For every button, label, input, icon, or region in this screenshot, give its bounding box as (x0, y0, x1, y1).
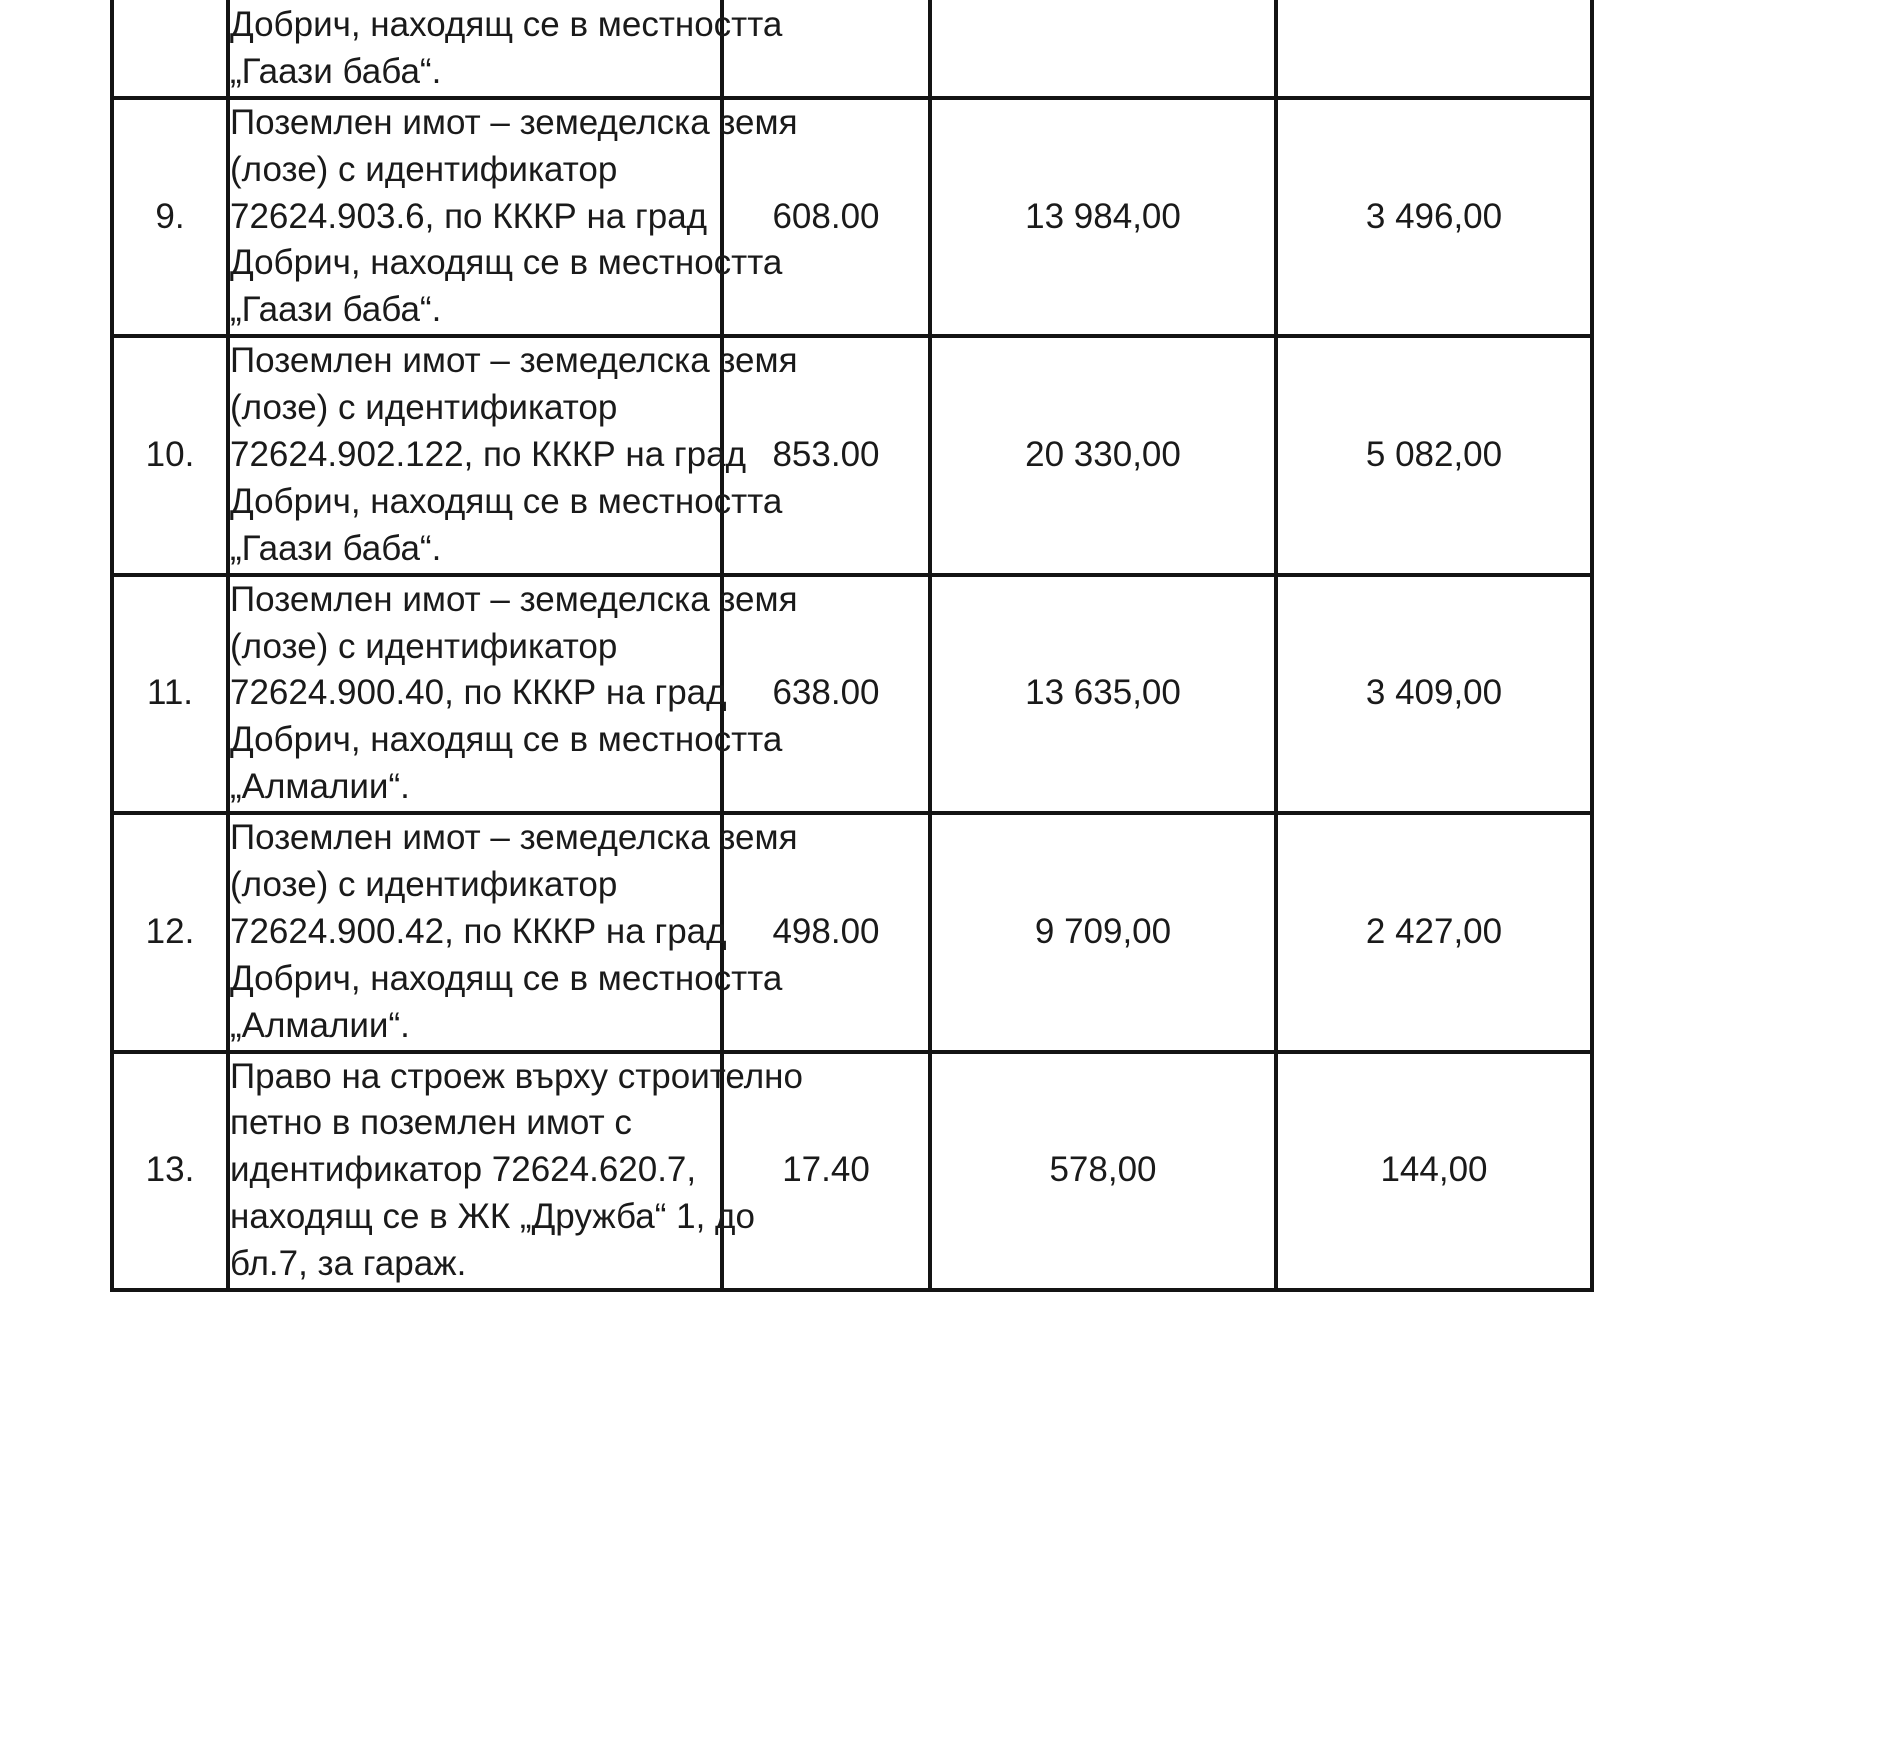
row-area: 638.00 (722, 575, 930, 813)
row-number (112, 0, 228, 98)
table-row (112, 98, 1592, 336)
row-value-2: 3 409,00 (1276, 575, 1592, 813)
description-line: Поземлен имот – земеделска земя (230, 818, 798, 858)
description-line: Добрич, находящ се в местността (230, 720, 783, 760)
row-number: 13. (112, 1052, 228, 1290)
description-line: (лозе) с идентификатор (230, 626, 618, 666)
description-line: Поземлен имот – земеделска земя (230, 102, 798, 142)
row-value-1: 13 635,00 (930, 575, 1276, 813)
description-line: находящ се в ЖК „Дружба“ 1, до (230, 1197, 755, 1237)
row-value-2: 5 082,00 (1276, 336, 1592, 574)
row-value-1: 20 330,00 (930, 336, 1276, 574)
description-line: (лозе) с идентификатор (230, 865, 618, 905)
description-line: Добрич, находящ се в местността (230, 5, 783, 44)
description-line: „Гаази баба“. (230, 528, 442, 568)
description-line: 72624.902.122, по КККР на град (230, 435, 747, 475)
row-value-1: 9 709,00 (930, 813, 1276, 1051)
row-area: 853.00 (722, 336, 930, 574)
description-line: Право на строеж върху строително (230, 1056, 803, 1096)
row-description (228, 336, 798, 574)
row-value-2: 144,00 (1276, 1052, 1592, 1290)
row-value-2: 3 496,00 (1276, 98, 1592, 336)
row-description (228, 1052, 803, 1290)
table-row (112, 1052, 1592, 1290)
row-area: 498.00 (722, 813, 930, 1051)
row-number: 12. (112, 813, 228, 1051)
row-value-1: 13 984,00 (930, 98, 1276, 336)
row-description (228, 813, 798, 1051)
description-line: „Алмалии“. (230, 767, 410, 807)
row-value-1 (930, 0, 1276, 98)
row-value-2 (1276, 0, 1592, 98)
table-row (112, 0, 1592, 98)
description-line: „Гаази баба“. (230, 51, 442, 91)
description-line: (лозе) с идентификатор (230, 388, 618, 428)
description-line: 72624.900.40, по КККР на град (230, 673, 727, 713)
row-description (228, 575, 798, 813)
description-line: Добрич, находящ се в местността (230, 243, 783, 283)
row-value-2: 2 427,00 (1276, 813, 1592, 1051)
description-line: „Алмалии“. (230, 1005, 410, 1045)
description-line: идентификатор 72624.620.7, (230, 1150, 697, 1190)
description-line: Добрич, находящ се в местността (230, 481, 783, 521)
description-line: Поземлен имот – земеделска земя (230, 579, 798, 619)
table-row (112, 813, 1592, 1051)
row-number: 11. (112, 575, 228, 813)
row-value-1: 578,00 (930, 1052, 1276, 1290)
row-number: 9. (112, 98, 228, 336)
asset-table-body (112, 0, 1592, 1290)
row-area: 17.40 (722, 1052, 930, 1290)
description-line: 72624.900.42, по КККР на град (230, 911, 727, 951)
description-line: 72624.903.6, по КККР на град (230, 196, 708, 236)
row-number: 10. (112, 336, 228, 574)
description-line: Поземлен имот – земеделска земя (230, 341, 798, 381)
row-description (228, 0, 783, 98)
table-row (112, 575, 1592, 813)
description-line: Добрич, находящ се в местността (230, 958, 783, 998)
asset-table (110, 0, 1594, 1292)
description-line: петно в поземлен имот с (230, 1103, 632, 1143)
row-area: 608.00 (722, 98, 930, 336)
description-line: (лозе) с идентификатор (230, 149, 618, 189)
table-row (112, 336, 1592, 574)
description-line: „Гаази баба“. (230, 290, 442, 330)
description-line: бл.7, за гараж. (230, 1244, 467, 1284)
row-description (228, 98, 798, 336)
